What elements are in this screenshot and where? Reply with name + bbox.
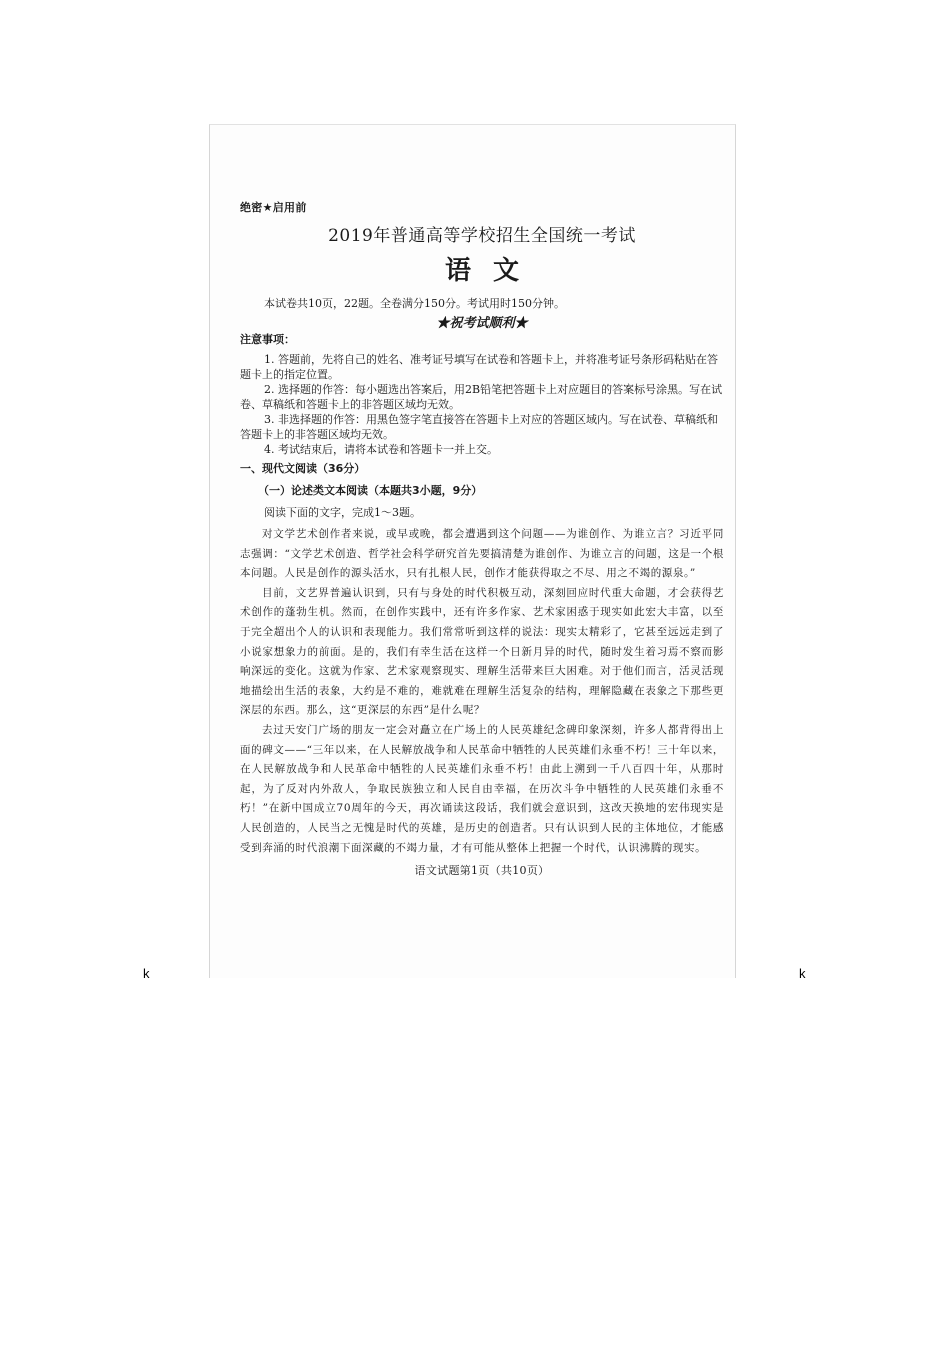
right-margin-mark: k xyxy=(799,966,806,981)
secret-mark: 绝密★启用前 xyxy=(240,201,307,214)
reading-passage xyxy=(240,525,724,858)
notice-item: 4. 考试结束后，请将本试卷和答题卡一并上交。 xyxy=(264,443,498,456)
passage-paragraph: 目前，文艺界普遍认识到，只有与身处的时代积极互动，深刻回应时代重大命题，才会获得艺术创作的蓬勃生机。然而，在创作实践中，还有许多作家、艺术家困惑于现实如此宏大丰富，以至于完全超出个人的认识和表现能力。我们常常听到这样的说法：现实太精彩了，它甚至远远走到了小说家想象力的前面。是的，我们有幸生活在这样一个日新月异的时代，随时发生着习焉不察而影响深远的变化。这就为作家、艺术家观察现实、理解生活带来巨大困难。对于他们而言，活灵活现地描绘出生活的表象，大约是不难的，难就难在理解生活复杂的结构，理解隐藏在表象之下那些更深层的东西。那么，这“更深层的东西”是什么呢？ xyxy=(240,586,724,717)
notice-item: 1. 答题前，先将自己的姓名、准考证号填写在试卷和答题卡上，并将准考证号条形码粘贴在答题卡上的指定位置。 xyxy=(240,353,718,381)
reading-instruction: 阅读下面的文字，完成1～3题。 xyxy=(264,506,421,519)
left-margin-mark: k xyxy=(143,966,150,981)
notice-item: 3. 非选择题的作答：用黑色签字笔直接答在答题卡上对应的答题区域内。写在试卷、草稿纸和答题卡上的非答题区域均无效。 xyxy=(240,413,718,441)
page-footer: 语文试题第1页（共10页） xyxy=(414,864,550,878)
passage-paragraph: 对文学艺术创作者来说，或早或晚，都会遭遇到这个问题——为谁创作、为谁立言？习近平同志强调：“文学艺术创造、哲学社会科学研究首先要搞清楚为谁创作、为谁立言的问题，这是一个根本问题。人民是创作的源头活水，只有扎根人民，创作才能获得取之不尽、用之不竭的源泉。” xyxy=(240,528,724,580)
page-content xyxy=(240,199,724,878)
subsection-title: （一）论述类文本阅读（本题共3小题，9分） xyxy=(258,484,483,497)
notice-heading: 注意事项： xyxy=(240,333,295,346)
subject-title: 语文 xyxy=(444,256,541,286)
passage-paragraph: 去过天安门广场的朋友一定会对矗立在广场上的人民英雄纪念碑印象深刻，许多人都背得出上面的碑文——“三年以来，在人民解放战争和人民革命中牺牲的人民英雄们永垂不朽！三十年以来，在人民解放战争和人民革命中牺牲的人民英雄们永垂不朽！由此上溯到一千八百四十年，从那时起，为了反对内外敌人，争取民族独立和人民自由幸福，在历次斗争中牺牲的人民英雄们永垂不朽！”在新中国成立70周年的今天，再次诵读这段话，我们就会意识到，这改天换地的宏伟现实是人民创造的，人民当之无愧是时代的英雄，是历史的创造者。只有认识到人民的主体地位，才能感受到奔涌的时代浪潮下面深藏的不竭力量，才有可能从整体上把握一个时代，认识沸腾的现实。 xyxy=(240,723,724,854)
section-title: 一、现代文阅读（36分） xyxy=(240,462,366,475)
good-luck-banner: ★祝考试顺利★ xyxy=(436,316,528,331)
notice-item: 2. 选择题的作答：每小题选出答案后，用2B铅笔把答题卡上对应题目的答案标号涂黑。写在试卷、草稿纸和答题卡上的非答题区域均无效。 xyxy=(240,383,723,411)
scanned-exam-page xyxy=(209,124,736,978)
notice-list xyxy=(240,352,724,457)
exam-summary: 本试卷共10页，22题。全卷满分150分。考试用时150分钟。 xyxy=(264,297,565,310)
exam-title: 2019年普通高等学校招生全国统一考试 xyxy=(328,226,636,246)
